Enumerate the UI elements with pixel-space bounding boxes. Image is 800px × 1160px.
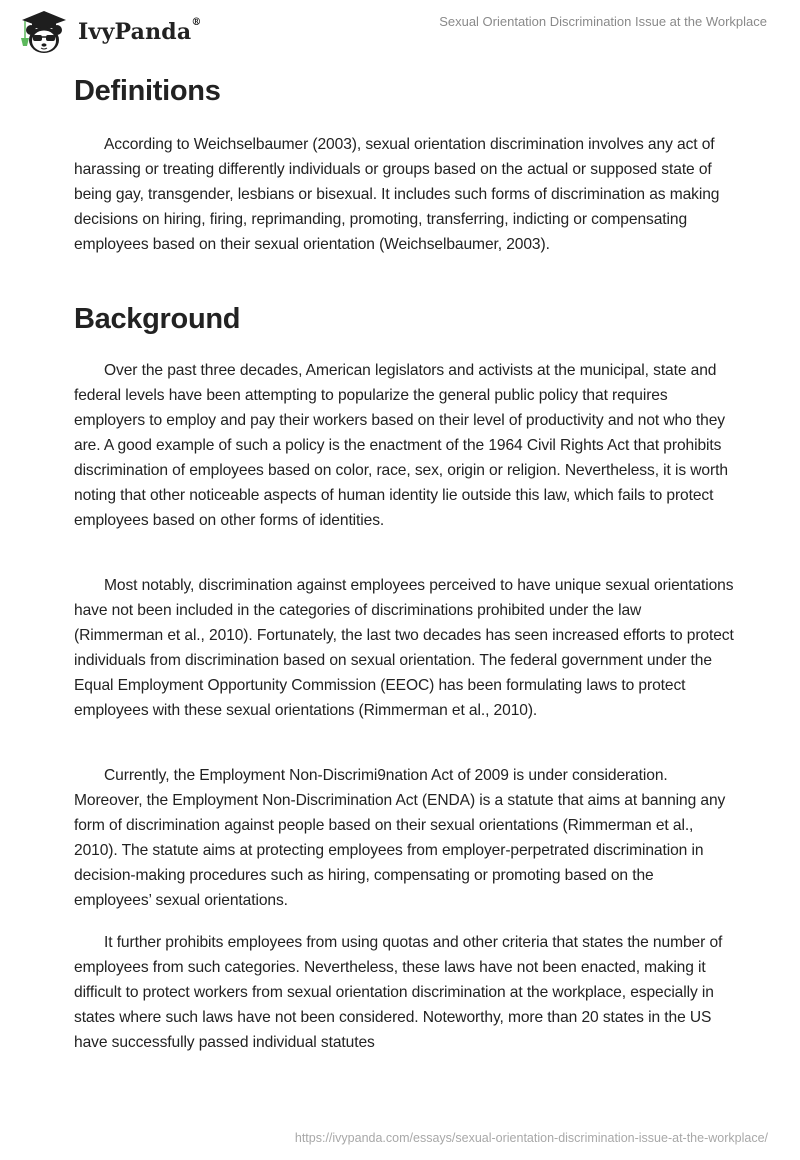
paragraph: According to Weichselbaumer (2003), sexual orientation discrimination involves any act of harassing or treating differently individuals or groups based on the actual or supposed state of being gay, transgender, lesbians or bisexual. It includes such forms of discrimination as making decisions on hiring, firing, reprimanding, promoting, transferring, indicting or compensating employees based on their sexual orientation (Weichselbaumer, 2003).: [74, 136, 720, 253]
paragraph: It further prohibits employees from using quotas and other criteria that states the number of employees from such categories. Nevertheless, these laws have not been enacted, making it difficult to protect workers from sexual orientation discrimination at the workplace, especially in states where such laws have not been considered. Noteworthy, more than 20 states in the US have successfully passed individual statutes: [74, 934, 723, 1051]
paragraph: Currently, the Employment Non-Discrimi9nation Act of 2009 is under consideration. Moreover, the Employment Non-Discrimination Act (ENDA) is a statute that aims at banning any form of discrimination against people based on their sexual orientations (Rimmerman et al., 2010). The statute aims at protecting employees from employer-perpetrated discrimination in decision-making procedures such as hiring, compensating or promoting based on the employees’ sexual orientations.: [74, 767, 726, 909]
page-header: [0, 0, 800, 60]
document-title: Sexual Orientation Discrimination Issue at the Workplace: [439, 14, 767, 29]
section-heading-definitions: Definitions: [74, 75, 221, 107]
paragraph: Most notably, discrimination against employees perceived to have unique sexual orientations have not been included in the categories of discriminations prohibited under the law (Rimmerman et al., 2010). Fortunately, the last two decades has seen increased efforts to protect individuals from discrimination based on sexual orientation. The federal government under the Equal Employment Opportunity Commission (EEOC) has been formulating laws to protect employees with these sexual orientations (Rimmerman et al., 2010).: [74, 577, 734, 719]
brand-name: IvyPanda®: [78, 17, 202, 45]
panda-graduate-icon: [14, 8, 74, 56]
section-heading-background: Background: [74, 303, 241, 335]
source-url-link[interactable]: https://ivypanda.com/essays/sexual-orientation-discrimination-issue-at-the-workplace/: [294, 1131, 768, 1145]
ivypanda-logo[interactable]: [14, 8, 202, 56]
paragraph: Over the past three decades, American legislators and activists at the municipal, state and federal levels have been attempting to popularize the general public policy that requires employers to employ and pay their workers based on their level of productivity and not who they are. A good example of such a policy is the enactment of the 1964 Civil Rights Act that prohibits discrimination of employees based on color, race, sex, origin or religion. Nevertheless, it is worth noting that other noticeable aspects of human identity lie outside this law, which fails to protect employees based on other forms of identities.: [74, 362, 728, 529]
